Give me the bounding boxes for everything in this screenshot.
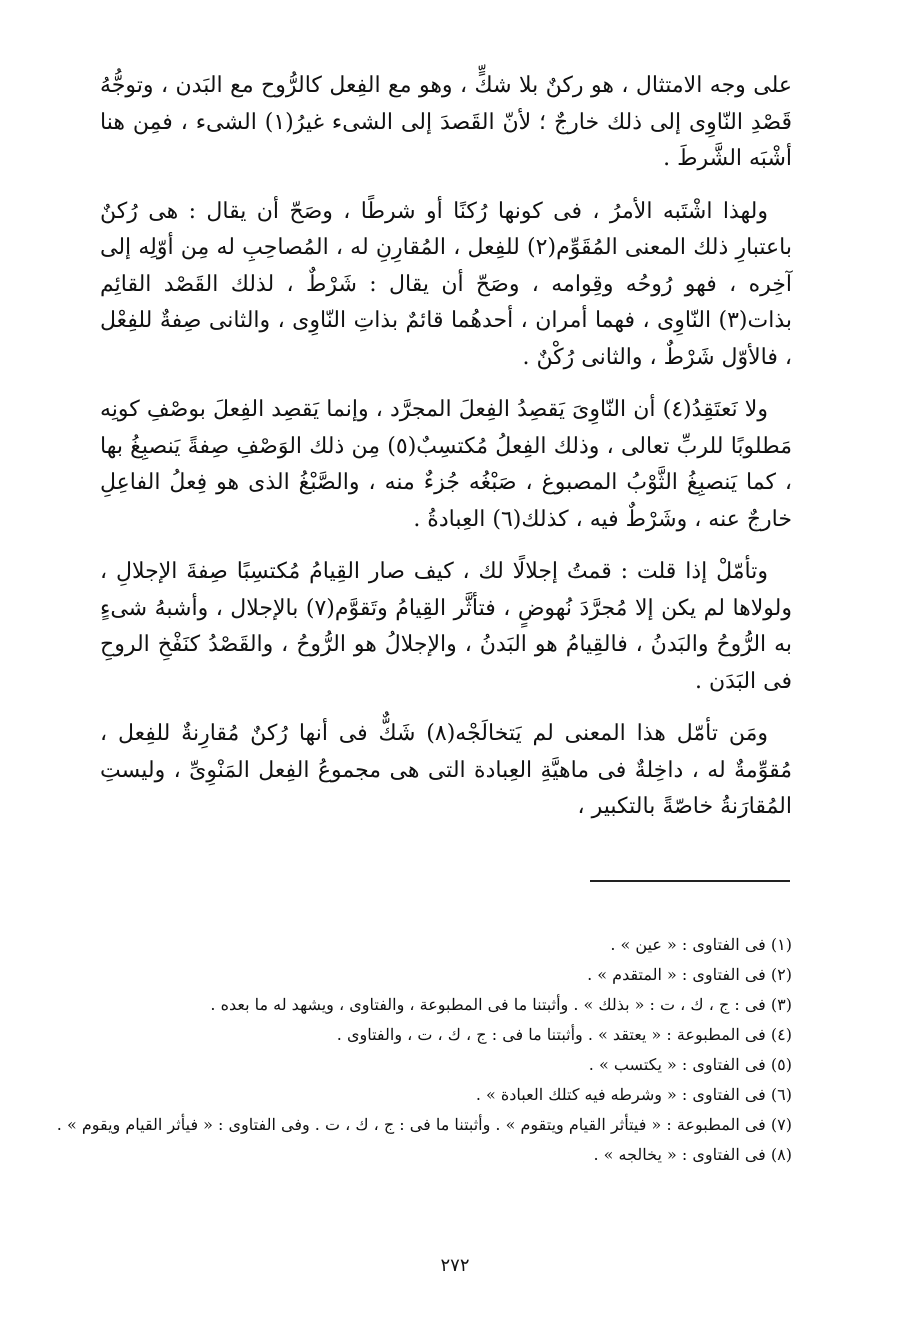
footnote-6: (٦) فى الفتاوى : « وشرطه فيه كتلك العبادة » . <box>475 1085 792 1104</box>
footnote-separator <box>590 880 790 882</box>
paragraph-2: ولهذا اشْتَبه الأمرُ ، فى كونها رُكنًا أو شرطًا ، وصَحّ أن يقال : هى رُكنٌ باعتبارِ ذلك المعنى المُقَوِّم(٢) للفِعل ، المُقارِنِ له ، المُصاحِبِ له مِن أوّلِه إلى آخِره ، فهو رُوحُه وقِوامه ، وصَحّ أن يقال : شَرْطٌ ، لذلك القَصْد القائِم بذات(٣) النّاوِى ، فهما أمران ، أحدهُما قائمٌ بذاتِ النّاوِى ، والثانى صِفةٌ للفِعْل ، فالأوّل شَرْطٌ ، والثانى رُكْنٌ . <box>100 198 793 370</box>
footnote-3: (٣) فى : ج ، ك ، ت : « بذلك » . وأثبتنا ما فى المطبوعة ، والفتاوى ، ويشهد له ما بعده . <box>210 995 792 1014</box>
page-number: ٢٧٢ <box>440 1255 470 1276</box>
footnote-1: (١) فى الفتاوى : « عين » . <box>610 935 792 954</box>
footnote-5: (٥) فى الفتاوى : « يكتسب » . <box>588 1055 792 1074</box>
paragraph-1: على وجه الامتثال ، هو ركنٌ بلا شكٍّ ، وهو مع الفِعل كالرُّوح مع البَدن ، وتوجُّهُ قَصْدِ النّاوِى إلى ذلك خارجٌ ؛ لأنّ القَصدَ إلى الشىء غيرُ(١) الشىء ، فمِن هنا أشْبَه الشَّرطَ . <box>100 73 792 171</box>
footnote-4: (٤) فى المطبوعة : « يعتقد » . وأثبتنا ما فى : ج ، ك ، ت ، والفتاوى . <box>336 1025 792 1044</box>
footnotes <box>56 930 792 1170</box>
footnote-8: (٨) فى الفتاوى : « يخالجه » . <box>593 1145 792 1164</box>
main-text <box>100 68 792 842</box>
paragraph-4: وتأمّلْ إذا قلت : قمتُ إجلالًا لك ، كيف صار القِيامُ مُكتسِبًا صِفةَ الإجلالِ ، ولولاها لم يكن إلا مُجرَّدَ نُهوضٍ ، فتأثَّر القِيامُ وتَقوَّم(٧) بالإجلال ، وأشبهُ شىءٍ به الرُّوحُ والبَدنُ ، فالقِيامُ هو البَدنُ ، والإجلالُ هو الرُّوحُ ، والقَصْدُ كنَفْخِ الروحِ فى البَدَن . <box>100 559 792 694</box>
paragraph-5: ومَن تأمّل هذا المعنى لم يَتخالَجْه(٨) شَكٌّ فى أنها رُكنٌ مُقارِنةٌ للفِعل ، مُقوِّمةٌ له ، داخِلةٌ فى ماهيَّةِ العِبادة التى هى مجموعُ الفِعل المَنْوِىِّ ، وليستِ المُقارَنةُ خاصّةً بالتكبير ، <box>100 721 792 819</box>
paragraph-3: ولا نَعتَقِدُ(٤) أن النّاوِىَ يَقصِدُ الفِعلَ المجرَّد ، وإنما يَقصِد الفِعلَ بوصْفِ كونِه مَطلوبًا للربِّ تعالى ، وذلك الفِعلُ مُكتسِبٌ(٥) مِن ذلك الوَصْفِ صِفةً يَنصبِغُ بها ، كما يَنصبِغُ الثَّوْبُ المصبوغ ، صَبْغُه جُزءٌ منه ، والصَّبْغُ الذى هو فِعلُ الفاعِلِ خارجٌ عنه ، وشَرْطٌ فيه ، كذلك(٦) العِبادةُ . <box>100 397 793 532</box>
footnote-2: (٢) فى الفتاوى : « المتقدم » . <box>587 965 792 984</box>
footnote-7: (٧) فى المطبوعة : « فيتأثر القيام ويتقوم » . وأثبتنا ما فى : ج ، ك ، ت . وفى الفتاوى : « فيأثر القيام ويقوم » . <box>56 1115 792 1134</box>
